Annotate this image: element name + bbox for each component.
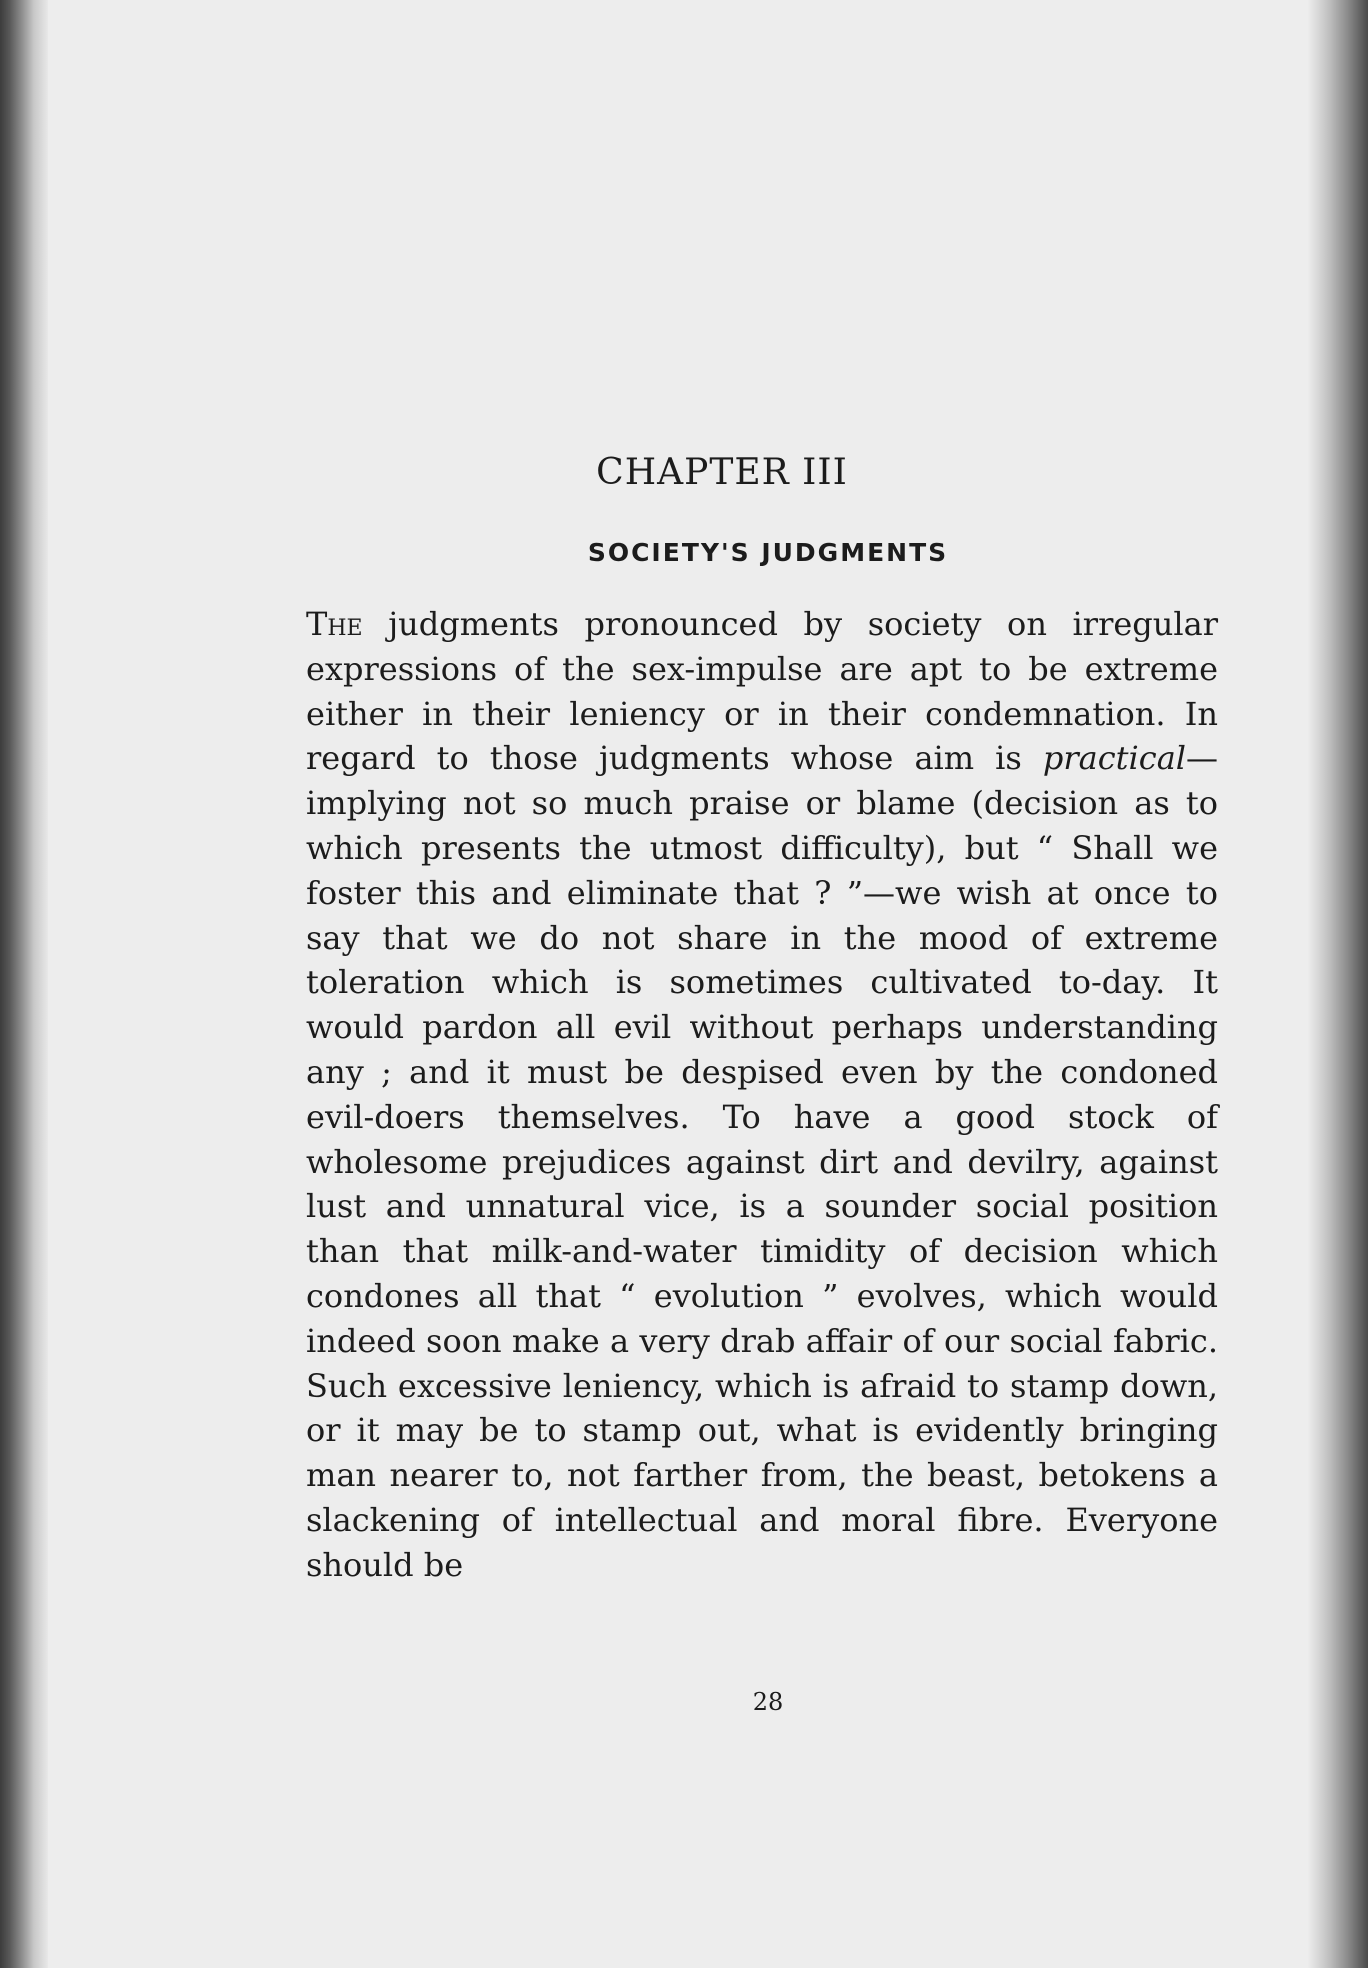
- body-paragraph: [306, 602, 1218, 1588]
- book-page: [48, 0, 1308, 1968]
- page-number: 28: [752, 1688, 784, 1716]
- lead-word: The: [306, 605, 363, 643]
- body-text-part2: —implying not so much praise or blame (decision as to which presents the utmost difficulty), but “ Shall we foster this and eliminate that ? ”—we wish at once to say that we do not share in the mood of extreme toleration which is sometimes cultivated to-day. It would pardon all evil without perhaps understanding any ; and it must be despised even by the condoned evil-doers themselves. To have a good stock of wholesome prejudices against dirt and devilry, against lust and unnatural vice, is a sounder social position than that milk-and-water timidity of decision which condones all that “ evolution ” evolves, which would indeed soon make a very drab affair of our social fabric. Such excessive leniency, which is afraid to stamp down, or it may be to stamp out, what is evidently bringing man nearer to, not farther from, the beast, betokens a slackening of intellectual and moral fibre. Everyone should be: [306, 739, 1218, 1584]
- chapter-heading: CHAPTER III: [596, 452, 848, 493]
- binding-edge-right: [1308, 0, 1368, 1968]
- body-text-part1: judgments pronounced by society on irregular expressions of the sex-impulse are apt to be extreme either in their leniency or in their condemnation. In regard to those judgments whose aim is: [306, 605, 1218, 778]
- binding-edge-left: [0, 0, 48, 1968]
- chapter-title: SOCIETY'S JUDGMENTS: [587, 538, 949, 567]
- emphasis-word: practical: [1042, 739, 1186, 778]
